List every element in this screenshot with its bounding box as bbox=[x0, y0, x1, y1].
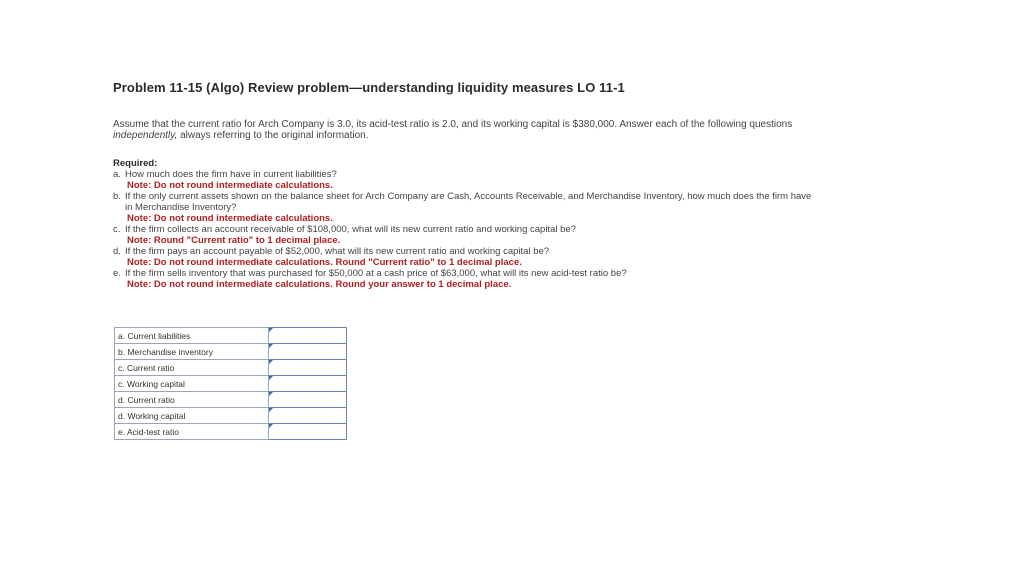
question-letter: e. bbox=[113, 268, 121, 279]
e-acid-test-ratio-input[interactable] bbox=[269, 424, 346, 439]
question-a bbox=[113, 169, 813, 180]
question-letter: a. bbox=[113, 169, 121, 180]
input-marker-icon bbox=[269, 328, 273, 332]
d-working-capital-input[interactable] bbox=[269, 408, 346, 423]
answer-row-e-acid-test-ratio bbox=[115, 424, 347, 440]
question-text: If the only current assets shown on the balance sheet for Arch Company are Cash, Accounts Receivable, and Merchandise Inventory, how much does the firm have in Merchandise Inventory? bbox=[125, 191, 812, 213]
input-marker-icon bbox=[269, 360, 273, 364]
question-c bbox=[113, 224, 813, 235]
answer-label: d. Working capital bbox=[115, 408, 269, 424]
answer-cell bbox=[269, 392, 347, 408]
required-label: Required: bbox=[113, 158, 158, 169]
answer-row-c-working-capital bbox=[115, 376, 347, 392]
question-letter: c. bbox=[113, 224, 121, 235]
answer-cell bbox=[269, 424, 347, 440]
intro-text: Assume that the current ratio for Arch Company is 3.0, its acid-test ratio is 2.0, and its working capital is $380,000. Answer each of the following questions bbox=[113, 119, 793, 130]
answer-cell bbox=[269, 376, 347, 392]
question-note: Note: Do not round intermediate calculations. Round your answer to 1 decimal place. bbox=[127, 279, 512, 290]
answer-cell bbox=[269, 344, 347, 360]
intro-text-end: always referring to the original information. bbox=[177, 130, 369, 141]
answer-row-c-current-ratio bbox=[115, 360, 347, 376]
answer-cell bbox=[269, 328, 347, 344]
question-note: Note: Do not round intermediate calculations. Round "Current ratio" to 1 decimal place. bbox=[127, 257, 522, 268]
answer-row-d-current-ratio bbox=[115, 392, 347, 408]
answer-row-current-liabilities bbox=[115, 328, 347, 344]
answer-label: e. Acid-test ratio bbox=[115, 424, 269, 440]
question-text: If the firm sells inventory that was purchased for $50,000 at a cash price of $63,000, what will its new acid-test ratio be? bbox=[125, 268, 627, 279]
question-d bbox=[113, 246, 813, 257]
answer-row-merchandise-inventory bbox=[115, 344, 347, 360]
question-e bbox=[113, 268, 813, 279]
answer-label: c. Working capital bbox=[115, 376, 269, 392]
question-text: How much does the firm have in current liabilities? bbox=[125, 169, 337, 180]
c-current-ratio-input[interactable] bbox=[269, 360, 346, 375]
question-note: Note: Do not round intermediate calculations. bbox=[127, 180, 333, 191]
question-note: Note: Round "Current ratio" to 1 decimal place. bbox=[127, 235, 341, 246]
question-text: If the firm collects an account receivable of $108,000, what will its new current ratio and working capital be? bbox=[125, 224, 576, 235]
answer-cell bbox=[269, 408, 347, 424]
c-working-capital-input[interactable] bbox=[269, 376, 346, 391]
intro-emphasis: independently, bbox=[113, 130, 178, 141]
input-marker-icon bbox=[269, 344, 273, 348]
answer-table bbox=[114, 327, 347, 440]
problem-title: Problem 11-15 (Algo) Review problem—understanding liquidity measures LO 11-1 bbox=[113, 80, 625, 95]
problem-intro bbox=[113, 119, 813, 141]
question-letter: b. bbox=[113, 191, 121, 202]
question-b bbox=[113, 191, 813, 213]
question-text: If the firm pays an account payable of $52,000, what will its new current ratio and working capital be? bbox=[125, 246, 550, 257]
input-marker-icon bbox=[269, 392, 273, 396]
answer-label: c. Current ratio bbox=[115, 360, 269, 376]
input-marker-icon bbox=[269, 424, 273, 428]
answer-label: b. Merchandise inventory bbox=[115, 344, 269, 360]
answer-label: d. Current ratio bbox=[115, 392, 269, 408]
answer-cell bbox=[269, 360, 347, 376]
question-letter: d. bbox=[113, 246, 121, 257]
merchandise-inventory-input[interactable] bbox=[269, 344, 346, 359]
input-marker-icon bbox=[269, 376, 273, 380]
current-liabilities-input[interactable] bbox=[269, 328, 346, 343]
required-section bbox=[113, 158, 813, 290]
answer-row-d-working-capital bbox=[115, 408, 347, 424]
question-note: Note: Do not round intermediate calculations. bbox=[127, 213, 333, 224]
d-current-ratio-input[interactable] bbox=[269, 392, 346, 407]
input-marker-icon bbox=[269, 408, 273, 412]
answer-label: a. Current liabilities bbox=[115, 328, 269, 344]
